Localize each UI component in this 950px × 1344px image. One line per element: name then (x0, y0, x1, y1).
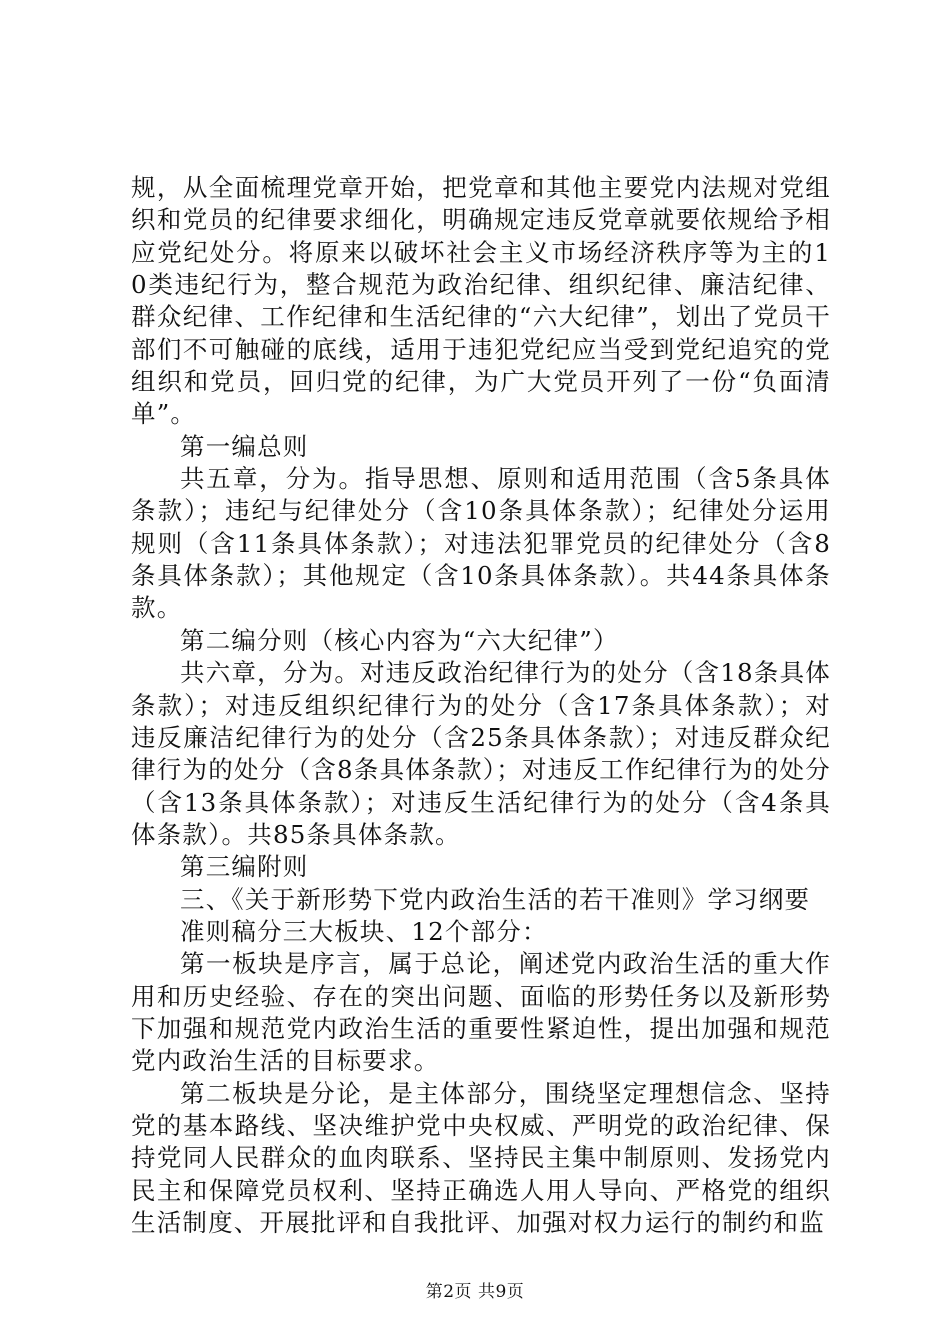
heading-part-three: 第三编附则 (180, 852, 309, 882)
paragraph-part-two: 共六章，分为。对违反政治纪律行为的处分（含18条具体条款）；对违反组织纪律行为的处分（含17条具体条款）；对违反廉洁纪律行为的处分（含25条具体条款）；对违反群众纪律行为的处分（含8条具体条款）；对违反工作纪律行为的处分（含13条具体条款）；对违反生活纪律行为的处分（含4条具体条款）。共85条具体条款。 (131, 658, 831, 849)
paragraph-block-two: 第二板块是分论，是主体部分，围绕坚定理想信念、坚持党的基本路线、坚决维护党中央权威、严明党的政治纪律、保持党同人民群众的血肉联系、坚持民主集中制原则、发扬党内民主和保障党员权利、坚持正确选人用人导向、严格党的组织生活制度、开展批评和自我批评、加强对权力运行的制约和监 (131, 1078, 831, 1237)
section-heading-three: 三、《关于新形势下党内政治生活的若干准则》学习纲要 (180, 884, 811, 914)
heading-part-one: 第一编总则 (180, 431, 309, 461)
page-footer: 第2页 共9页 (425, 1282, 525, 1302)
paragraph-continuation: 规，从全面梳理党章开始，把党章和其他主要党内法规对党组织和党员的纪律要求细化，明确规定违反党章就要依规给予相应党纪处分。将原来以破坏社会主义市场经济秩序等为主的10类违纪行为，整合规范为政治纪律、组织纪律、廉洁纪律、群众纪律、工作纪律和生活纪律的“六大纪律”，划出了党员干部们不可触碰的底线，适用于违犯党纪应当受到党纪追究的党组织和党员，回归党的纪律，为广大党员开列了一份“负面清单”。 (131, 173, 831, 429)
paragraph-structure: 准则稿分三大板块、12个部分： (180, 916, 548, 946)
heading-part-two: 第二编分则（核心内容为“六大纪律”） (180, 625, 619, 655)
paragraph-part-one: 共五章，分为。指导思想、原则和适用范围（含5条具体条款）；违纪与纪律处分（含10条具体条款）；纪律处分运用规则（含11条具体条款）；对违法犯罪党员的纪律处分（含8条具体条款）；其他规定（含10条具体条款）。共44条具体条款。 (131, 464, 831, 623)
document-body (131, 172, 831, 1239)
paragraph-block-one: 第一板块是序言，属于总论，阐述党内政治生活的重大作用和历史经验、存在的突出问题、面临的形势任务以及新形势下加强和规范党内政治生活的重要性紧迫性，提出加强和规范党内政治生活的目标要求。 (131, 949, 831, 1076)
